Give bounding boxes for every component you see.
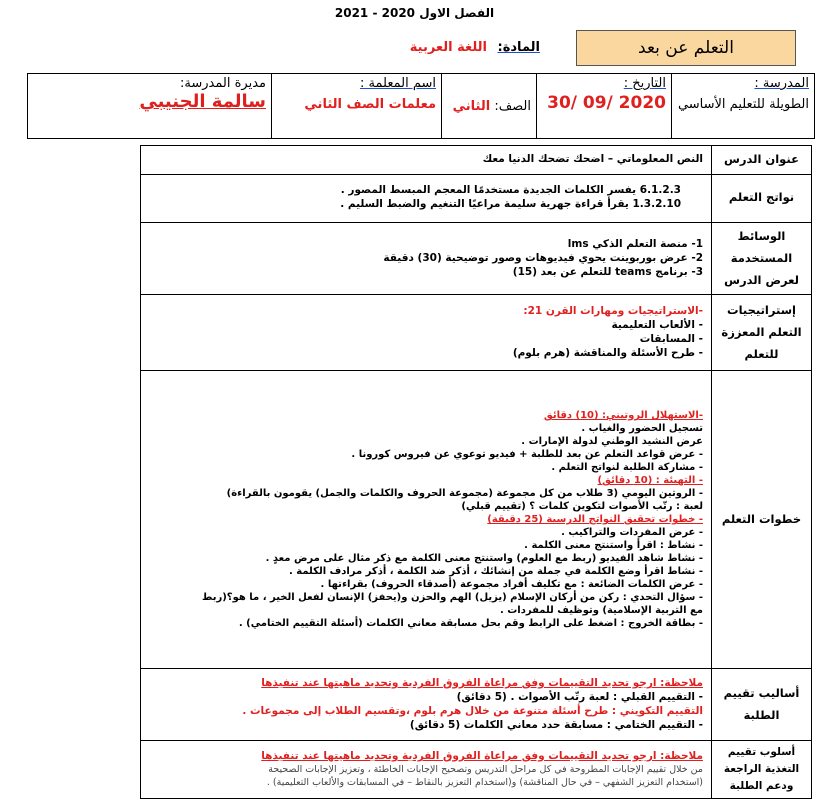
- strategies-label: إستراتيجيات التعلم المعززة للتعلم: [712, 295, 812, 371]
- grade-label: الصف:: [494, 98, 531, 114]
- step-item: - سؤال التحدي : ركن من أركان الإسلام (يزيل) الهم والحزن و(يحفز) الإنسان لفعل الخير ، ما هو؟(ربط: [201, 592, 703, 604]
- semester-title: الفصل الاول 2020 - 2021: [334, 6, 495, 20]
- principal-cell: [28, 74, 272, 139]
- school-value: الطويلة للتعليم الأساسي: [677, 97, 809, 112]
- strategy-item: - الألعاب التعليمية: [611, 319, 703, 332]
- outcomes-cell: [141, 174, 712, 222]
- principal-value: سالمة الجنيبي: [139, 91, 266, 112]
- grade-value: الثاني: [452, 98, 491, 114]
- step-item: - نشاط شاهد الفيديو (ربط مع العلوم) واستنتج معنى الكلمة مع ذكر مثال على مرض معدٍ .: [265, 553, 703, 565]
- principal-label: مديرة المدرسة:: [180, 76, 266, 91]
- date-cell: [537, 74, 672, 139]
- title-label: عنوان الدرس: [712, 146, 812, 175]
- strategies-title: -الاستراتيجيات ومهارات القرن 21:: [523, 305, 703, 318]
- steps-label: خطوات التعلم: [712, 371, 812, 669]
- subject-line: [340, 40, 540, 55]
- date-label: التاريخ :: [623, 76, 666, 91]
- school-cell: [672, 74, 815, 139]
- title-text: النص المعلوماتي – اضحك تضحك الدنيا معك: [141, 146, 712, 175]
- outcome-item: 6.1.2.3 يفسر الكلمات الجديدة مستخدمًا المعجم المبسط المصور .: [340, 184, 681, 197]
- feedback-item: من خلال تقييم الإجابات المطروحة في كل مراحل التدريس وتصحيح الإجابات الخاطئة ، وتعزيز الإجابات الصحيحة: [268, 763, 703, 775]
- feedback-item: (استخدام التعزيز الشفهي – في حال المناقشة) و(استخدام التعزيز بالنقاط – في المسابقات والألعاب التعليمية) .: [266, 776, 703, 788]
- assessment-item: التقييم التكويني : طرح أسئلة متنوعة من خلال هرم بلوم ،وتقسيم الطلاب إلى مجموعات .: [242, 704, 703, 717]
- subject-value: اللغة العربية: [409, 40, 487, 55]
- strategies-cell: [141, 295, 712, 371]
- row-outcomes: [141, 174, 812, 222]
- teacher-label: اسم المعلمة :: [360, 76, 436, 91]
- step-item: عرض النشيد الوطني لدولة الإمارات .: [521, 436, 703, 448]
- feedback-label: أسلوب تقييم التغذية الراجعة ودعم الطلبة: [712, 741, 812, 798]
- school-label: المدرسة :: [754, 76, 809, 91]
- step-item: - عرض قواعد التعلم عن بعد للطلبة + فيديو توعوي عن فيروس كورونا .: [351, 449, 703, 461]
- distance-learning-banner: التعلم عن بعد: [576, 30, 796, 66]
- step-item: - التهيئة : (10 دقائق): [597, 475, 703, 487]
- assessment-cell: [141, 669, 712, 741]
- media-item: 2- عرض بوربوينت يحوي فيديوهات وصور توضيحية (30) دقيقة: [383, 251, 703, 264]
- media-item: 3- برنامج teams للتعلم عن بعد (15): [512, 265, 703, 278]
- step-item: - بطاقة الخروج : اضغط على الرابط وقم بحل مسابقة معاني الكلمات (أسئلة التقييم الختامي) .: [238, 618, 703, 630]
- row-assessment: [141, 669, 812, 741]
- feedback-note: ملاحظة: ارجو تحديد التقييمات وفق مراعاة الفروق الفردية وتحديد ماهيتها عند تنفيذها: [261, 750, 703, 763]
- strategy-item: - المسابقات: [639, 332, 703, 345]
- step-item: مع التربية الإسلامية) وتوظيف للمفردات .: [499, 605, 703, 617]
- steps-cell: [141, 371, 712, 669]
- row-media: [141, 222, 812, 295]
- date-value: 30/ 09/ 2020: [547, 93, 666, 113]
- assessment-item: - التقييم القبلي : لعبة رتّب الأصوات . (5 دقائق): [456, 691, 703, 704]
- step-item: - خطوات تحقيق النواتج الدرسية (25 دقيقة): [487, 514, 703, 526]
- info-table: [27, 73, 815, 139]
- grade-cell: [442, 74, 537, 139]
- teacher-cell: [272, 74, 442, 139]
- step-item: - نشاط اقرأ وضع الكلمة في جملة من إنشائك ، أذكر ضد الكلمة ، أذكر مرادف الكلمة .: [289, 566, 703, 578]
- outcomes-label: نواتج التعلم: [712, 174, 812, 222]
- assessment-item: - التقييم الختامي : مسابقة حدد معاني الكلمات (5 دقائق): [409, 718, 703, 731]
- row-title: [141, 146, 812, 175]
- lesson-plan-table: [140, 145, 812, 799]
- step-item: - مشاركة الطلبة لنواتج التعلم .: [551, 462, 703, 474]
- row-steps: [141, 371, 812, 669]
- subject-label: المادة:: [497, 40, 540, 55]
- feedback-cell: [141, 741, 712, 798]
- step-item: تسجيل الحضور والغياب .: [581, 423, 703, 435]
- row-feedback: [141, 741, 812, 798]
- media-label: الوسائط المستخدمة لعرض الدرس: [712, 222, 812, 295]
- assessment-note: ملاحظة: ارجو تحديد التقييمات وفق مراعاة الفروق الفردية وتحديد ماهيتها عند تنفيذها: [261, 677, 703, 690]
- outcome-item: 1.3.2.10 يقرأ قراءة جهرية سليمة مراعيًا التنغيم والضبط السليم .: [340, 198, 681, 211]
- media-item: 1- منصة التعلم الذكي lms: [567, 237, 703, 250]
- step-item: -الاستهلال الروتيني: (10) دقائق: [543, 410, 703, 422]
- step-item: - نشاط : اقرأ واستنتج معنى الكلمة .: [524, 540, 703, 552]
- media-cell: [141, 222, 712, 295]
- step-item: - عرض المفردات والتراكيب .: [561, 527, 703, 539]
- step-item: لعبة : رتّب الأصوات لتكوين كلمات ؟ (تقييم قبلي): [461, 501, 703, 513]
- teacher-value: معلمات الصف الثاني: [304, 97, 436, 112]
- row-strategies: [141, 295, 812, 371]
- strategy-item: - طرح الأسئلة والمناقشة (هرم بلوم): [512, 346, 703, 359]
- assessment-label: أساليب تقييم الطلبة: [712, 669, 812, 741]
- step-item: - عرض الكلمات الضائعة : مع تكليف أفراد مجموعة (أصدقاء الحروف) بقراءتها .: [320, 579, 703, 591]
- step-item: - الروتين اليومي (3 طلاب من كل مجموعة (مجموعة الحروف والكلمات والجمل) يقومون بالقراءة): [226, 488, 703, 500]
